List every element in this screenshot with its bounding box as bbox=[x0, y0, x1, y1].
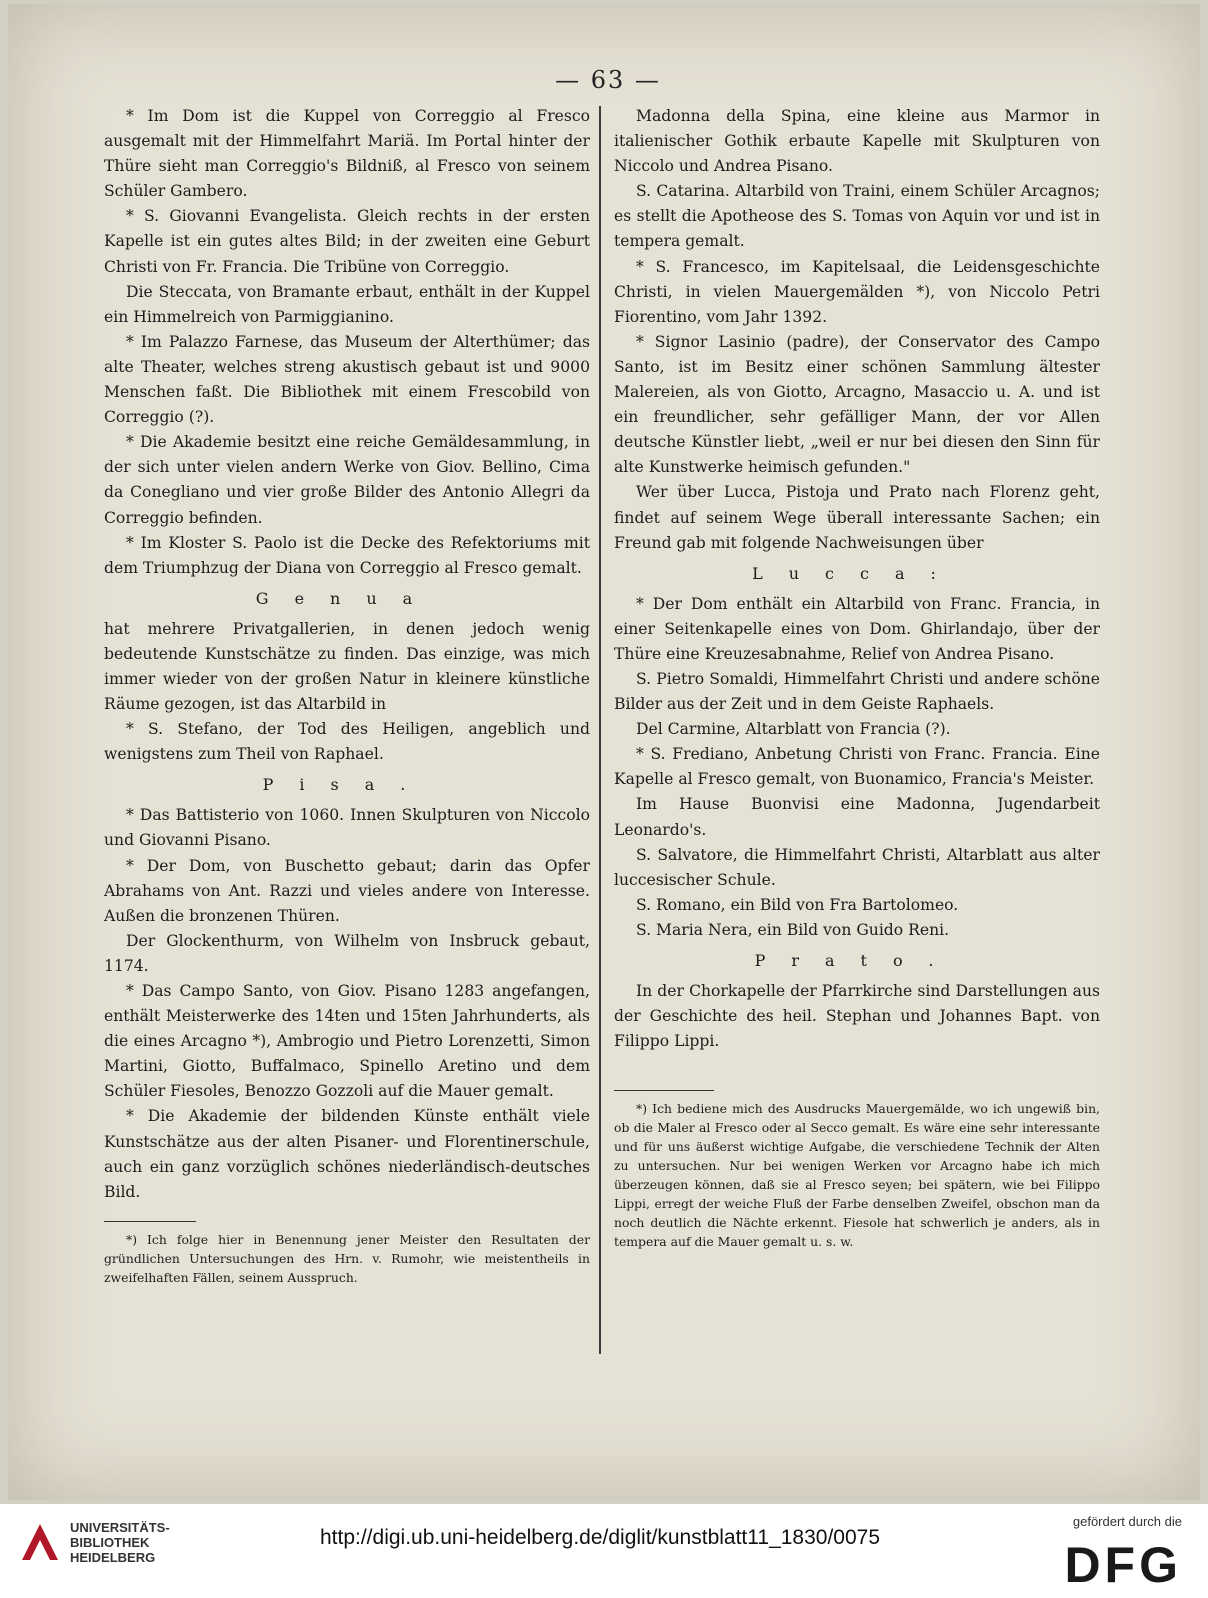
paragraph: S. Pietro Somaldi, Himmelfahrt Christi und andere schöne Bilder aus der Zeit und in dem Geiste Raphaels. bbox=[614, 669, 1100, 714]
paragraph: S. Romano, ein Bild von Fra Bartolomeo. bbox=[636, 895, 959, 914]
university-library-logo-icon bbox=[18, 1520, 62, 1564]
paragraph: * Im Kloster S. Paolo ist die Decke des Refektoriums mit dem Triumphzug der Diana von Correggio al Fresco gemalt. bbox=[104, 533, 590, 577]
right-column bbox=[614, 104, 1100, 1251]
paragraph: In der Chorkapelle der Pfarrkirche sind Darstellungen aus der Geschichte des heil. Stephan und Johannes Bapt. von Filippo Lippi. bbox=[614, 982, 1100, 1051]
paragraph: * Das Campo Santo, von Giov. Pisano 1283 angefangen, enthält Meisterwerke des 14ten und 15ten Jahrhunderts, als die eines Arcagno *), Ambrogio und Pietro Lorenzetti, Simon Martini, Giotto, Buffalmaco, Spinello Aretino und dem Schüler Fiesoles, Benozzo Gozzoli auf die Mauer gemalt. bbox=[104, 982, 590, 1101]
funding-label: gefördert durch die bbox=[1072, 1514, 1182, 1529]
library-name-line: BIBLIOTHEK bbox=[70, 1535, 150, 1550]
dfg-logo: DFG bbox=[1064, 1537, 1182, 1593]
paragraph: hat mehrere Privatgallerien, in denen jedoch wenig bedeutende Kunstschätze zu finden. Das einzige, was mich immer wieder von der großen Natur in kleinere künstliche Räume gezogen, ist das Altarbild in bbox=[104, 619, 590, 714]
paragraph: * Der Dom, von Buschetto gebaut; darin das Opfer Abrahams von Ant. Razzi und vieles andere von Interesse. Außen die bronzenen Thüren. bbox=[104, 856, 590, 925]
paragraph: Im Hause Buonvisi eine Madonna, Jugendarbeit Leonardo's. bbox=[614, 795, 1100, 839]
paragraph: Del Carmine, Altarblatt von Francia (?). bbox=[636, 720, 951, 739]
paragraph: * Der Dom enthält ein Altarbild von Franc. Francia, in einer Seitenkapelle eines von Dom. Ghirlandajo, über der Thüre eine Kreuzesabnahme, Relief von Andrea Pisano. bbox=[614, 594, 1100, 663]
paragraph: * Die Akademie der bildenden Künste enthält viele Kunstschätze aus der alten Pisaner- und Florentinerschule, auch ein ganz vorzüglich schönes niederländisch-deutsches Bild. bbox=[104, 1107, 590, 1201]
page-number: — 63 — bbox=[555, 66, 661, 94]
paragraph: Madonna della Spina, eine kleine aus Marmor in italienischer Gothik erbaute Kapelle mit Skulpturen von Niccolo und Andrea Pisano. bbox=[614, 107, 1100, 176]
library-name-line: HEIDELBERG bbox=[70, 1550, 156, 1565]
paragraph: * S. Giovanni Evangelista. Gleich rechts in der ersten Kapelle ist ein gutes altes Bild; in der zweiten eine Geburt Christi von Fr. Francia. Die Tribüne von Correggio. bbox=[104, 207, 590, 276]
document-page bbox=[8, 4, 1200, 1500]
section-heading-prato: Prato. bbox=[754, 951, 960, 970]
paragraph: * S. Stefano, der Tod des Heiligen, angeblich und wenigstens zum Theil von Raphael. bbox=[104, 720, 590, 764]
document-url-link[interactable]: http://digi.ub.uni-heidelberg.de/diglit/kunstblatt11_1830/0075 bbox=[319, 1526, 881, 1549]
paragraph: S. Salvatore, die Himmelfahrt Christi, Altarblatt aus alter luccesischer Schule. bbox=[614, 845, 1100, 889]
footnote-rule bbox=[614, 1090, 714, 1091]
paragraph: * S. Frediano, Anbetung Christi von Franc. Francia. Eine Kapelle al Fresco gemalt, von Buonamico, Francia's Meister. bbox=[614, 745, 1100, 789]
paragraph: S. Catarina. Altarbild von Traini, einem Schüler Arcagnos; es stellt die Apotheose des S. Tomas von Aquin vor und ist in tempera gemalt. bbox=[614, 182, 1100, 251]
paragraph: * Signor Lasinio (padre), der Conservator des Campo Santo, ist im Besitz einer schönen Sammlung ältester Malereien, als von Giotto, Arcagno, Masaccio u. A. und ist ein freundlicher, sehr gefälliger Mann, der vor Allen deutsche Künstler liebt, „weil er nur bei diesen den Sinn für alte Kunstwerke heimisch gefunden." bbox=[614, 332, 1100, 477]
university-library-name bbox=[70, 1520, 170, 1565]
section-heading-lucca: Lucca: bbox=[752, 563, 962, 583]
left-column bbox=[104, 104, 590, 1287]
footnote: *) Ich folge hier in Benennung jener Meister den Resultaten der gründlichen Untersuchungen des Hrn. v. Rumohr, wie meistentheils in zweifelhaften Fällen, seinem Ausspruch. bbox=[104, 1231, 590, 1285]
paragraph: * Die Akademie besitzt eine reiche Gemäldesammlung, in der sich unter vielen andern Werke von Giov. Bellino, Cima da Conegliano und vier große Bilder des Antonio Allegri da Correggio befinden. bbox=[104, 433, 590, 527]
section-heading-genua: Genua bbox=[255, 588, 439, 608]
footnote-rule bbox=[104, 1221, 196, 1222]
paragraph: Die Steccata, von Bramante erbaut, enthält in der Kuppel ein Himmelreich von Parmiggianino. bbox=[104, 282, 590, 326]
column-divider bbox=[599, 106, 601, 1354]
paragraph: Wer über Lucca, Pistoja und Prato nach Florenz geht, findet auf seinem Wege überall interessante Sachen; ein Freund gab mit folgende Nachweisungen über bbox=[614, 483, 1100, 552]
section-heading-pisa: Pisa. bbox=[262, 775, 432, 795]
paragraph: * S. Francesco, im Kapitelsaal, die Leidensgeschichte Christi, in vielen Mauergemälden *), von Niccolo Petri Fiorentino, vom Jahr 1392. bbox=[614, 257, 1100, 326]
paragraph: * Im Palazzo Farnese, das Museum der Alterthümer; das alte Theater, welches streng akustisch gebaut ist und 9000 Menschen faßt. Die Bibliothek mit einem Frescobild von Correggio (?). bbox=[104, 332, 590, 427]
viewer-footer bbox=[0, 1504, 1208, 1598]
paragraph: * Das Battisterio von 1060. Innen Skulpturen von Niccolo und Giovanni Pisano. bbox=[104, 806, 590, 850]
footnote: *) Ich bediene mich des Ausdrucks Mauergemälde, wo ich ungewiß bin, ob die Maler al Fresco oder al Secco gemalt. Es wäre eine sehr interessante und für uns äußerst wichtige Aufgabe, die verschiedene Technik der Alten zu untersuchen. Nur bei wenigen Werken vor Arcagno habe ich mich überzeugen können, daß sie al Fresco seyen; bei spätern, wie bei Filippo Lippi, erregt der weiche Fluß der Farbe denselben Zweifel, obschon man da noch deutlich die Nächte erkennt. Fiesole hat schwerlich je anders, als in tempera auf die Mauer gemalt u. s. w. bbox=[614, 1101, 1100, 1250]
paragraph: S. Maria Nera, ein Bild von Guido Reni. bbox=[636, 920, 950, 939]
paragraph: Der Glockenthurm, von Wilhelm von Insbruck gebaut, 1174. bbox=[104, 931, 590, 975]
paragraph: * Im Dom ist die Kuppel von Correggio al Fresco ausgemalt mit der Himmelfahrt Mariä. Im Portal hinter der Thüre sieht man Correggio's Bildniß, al Fresco von seinem Schüler Gambero. bbox=[104, 107, 590, 201]
library-name-line: UNIVERSITÄTS- bbox=[70, 1520, 170, 1535]
